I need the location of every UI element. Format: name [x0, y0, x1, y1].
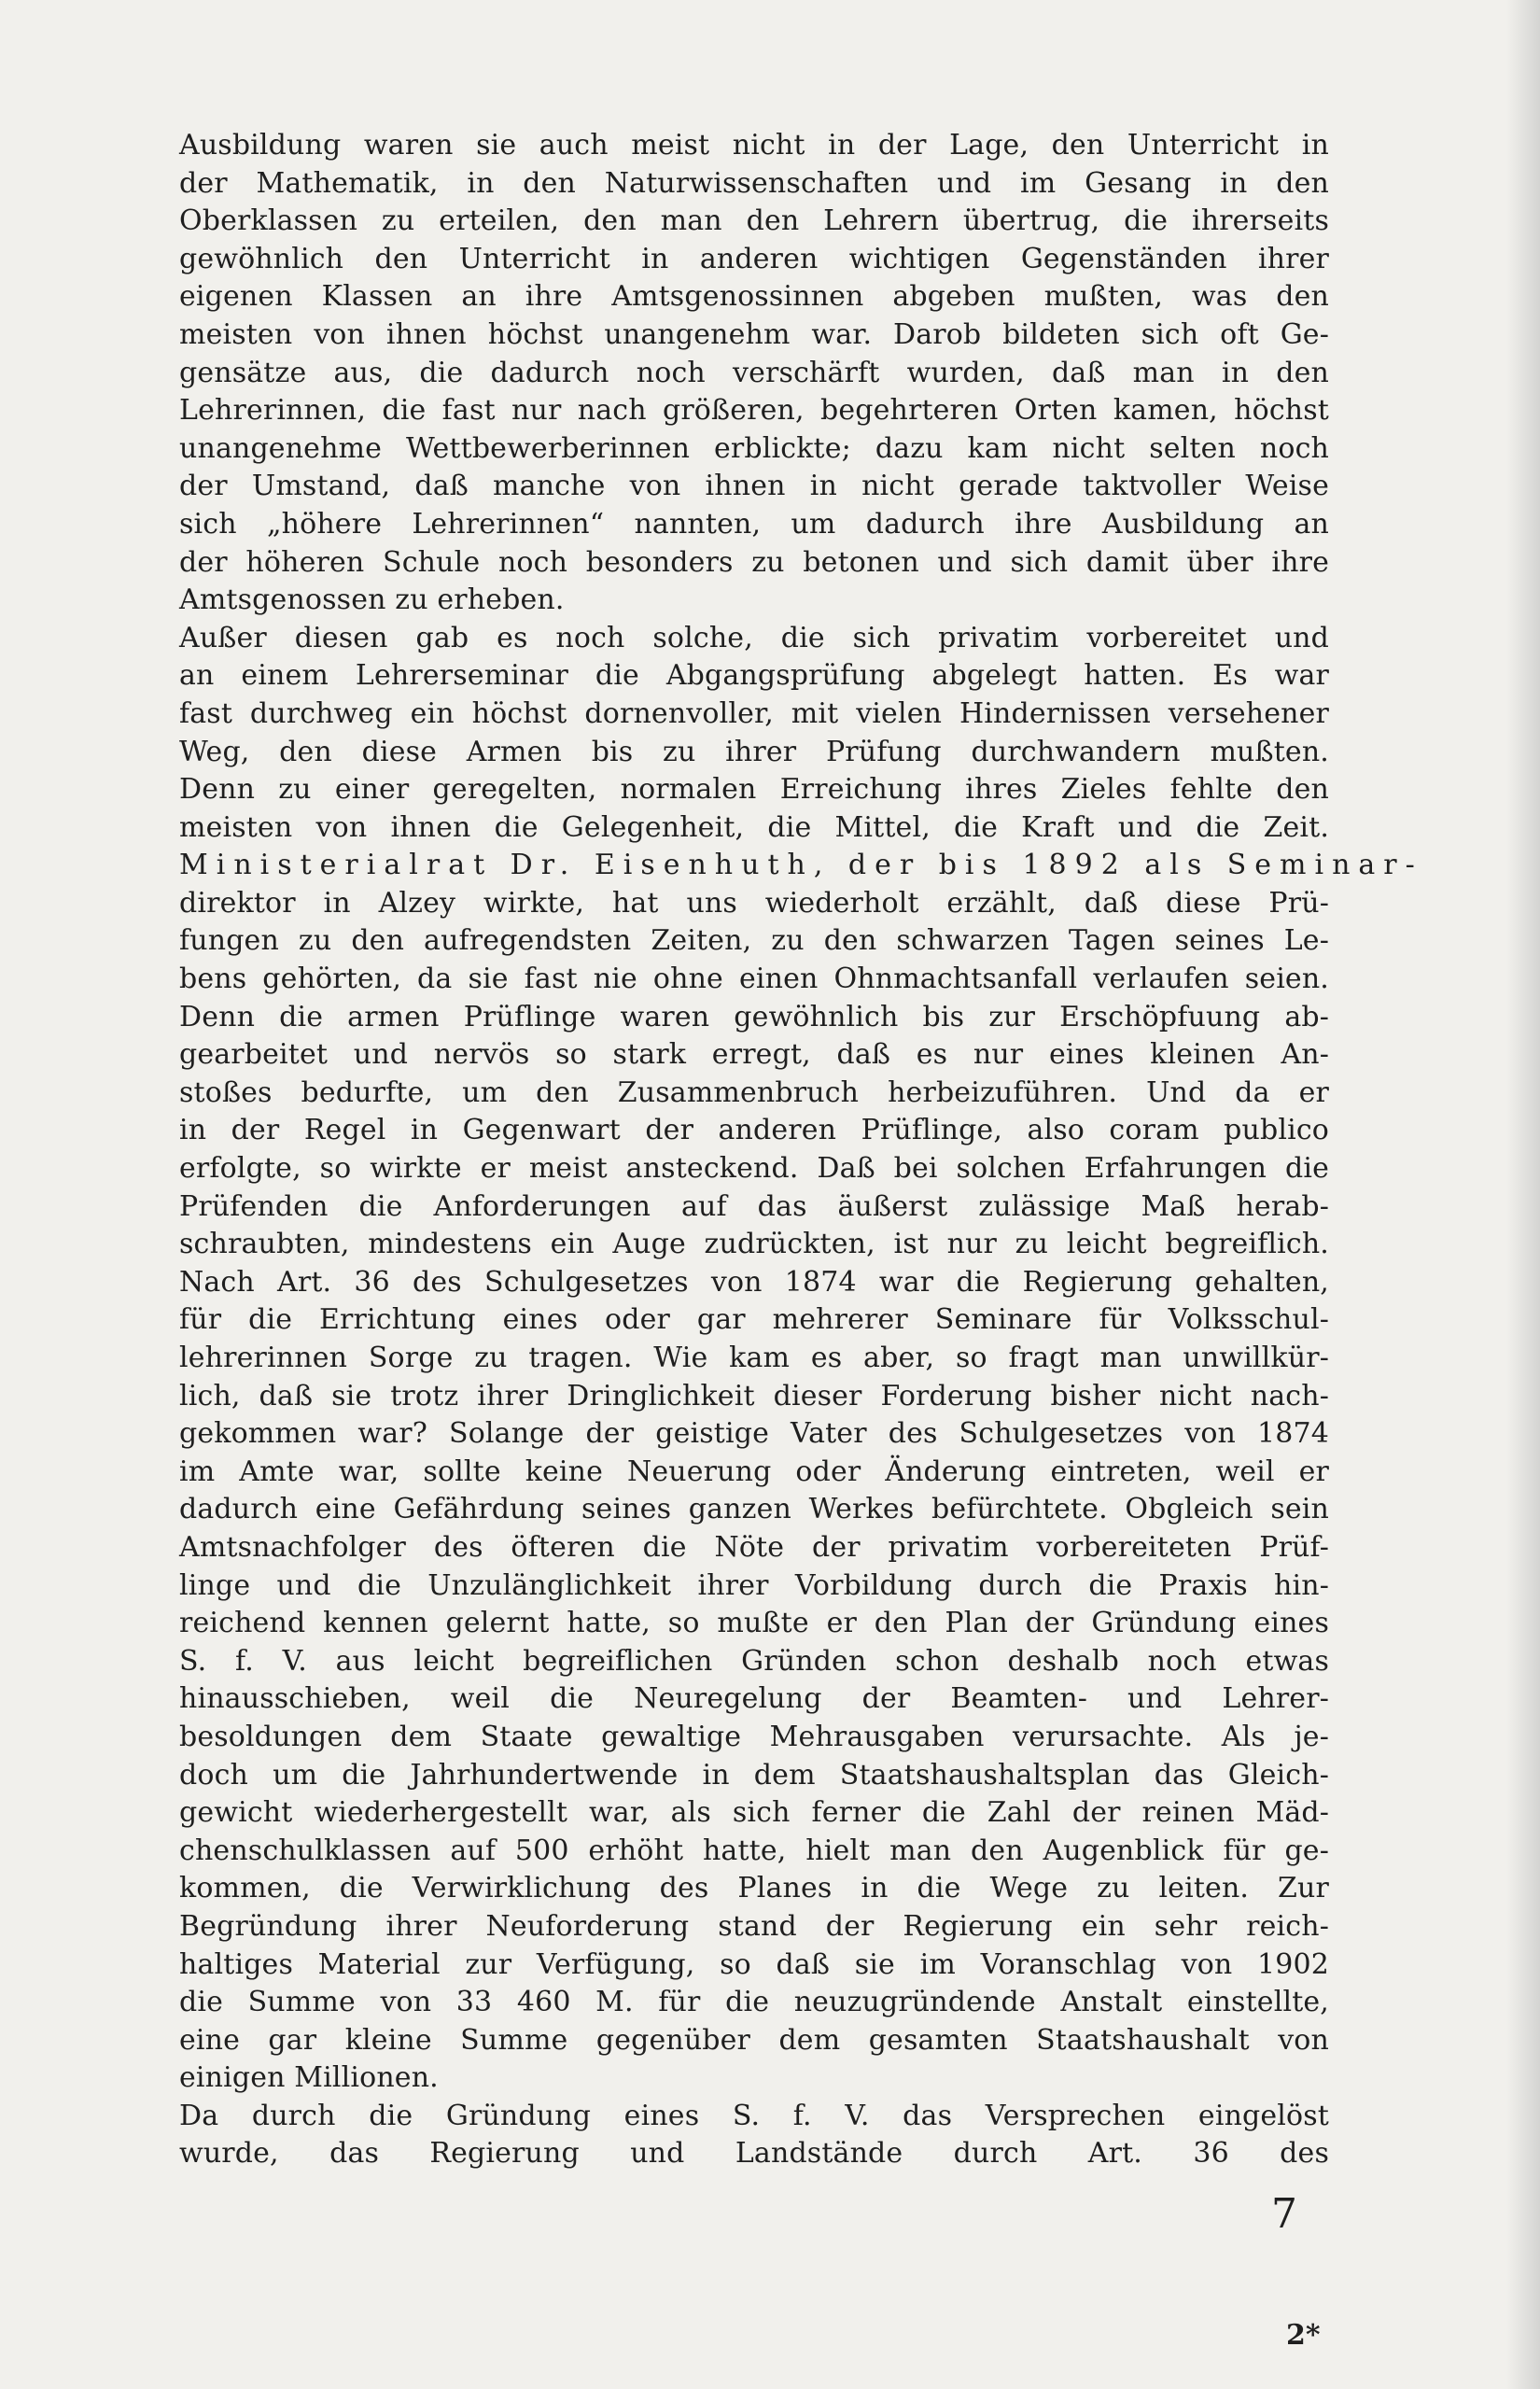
text-line: meisten von ihnen höchst unangenehm war. Darob bildeten sich oft Ge- [179, 317, 1329, 351]
text-line: Oberklassen zu erteilen, den man den Lehrern übertrug, die ihrerseits [179, 204, 1329, 238]
text-line: Ausbildung waren sie auch meist nicht in der Lage, den Unterricht in [179, 129, 1329, 162]
text-line: der höheren Schule noch besonders zu betonen und sich damit über ihre [179, 545, 1329, 579]
text-line: fast durchweg ein höchst dornenvoller, mit vielen Hindernissen versehener [179, 696, 1329, 730]
text-line: Denn zu einer geregelten, normalen Erreichung ihres Zieles fehlte den [179, 773, 1329, 807]
text-line: im Amte war, sollte keine Neuerung oder Änderung eintreten, weil er [179, 1454, 1329, 1488]
text-line: Nach Art. 36 des Schulgesetzes von 1874 war die Regierung gehalten, [179, 1265, 1329, 1299]
text-line: für die Errichtung eines oder gar mehrerer Seminare für Volksschul- [179, 1303, 1329, 1337]
text-line: besoldungen dem Staate gewaltige Mehrausgaben verursachte. Als je- [179, 1720, 1329, 1753]
signature-mark: 2* [1286, 2319, 1321, 2352]
text-line: an einem Lehrerseminar die Abgangsprüfung abgelegt hatten. Es war [179, 659, 1329, 693]
text-line: sich „höhere Lehrerinnen“ nannten, um dadurch ihre Ausbildung an [179, 507, 1329, 541]
text-line: Amtsgenossen zu erheben. [179, 583, 565, 617]
text-line: unangenehme Wettbewerberinnen erblickte; dazu kam nicht selten noch [179, 431, 1329, 465]
body-text [179, 127, 1423, 2173]
text-line: S. f. V. aus leicht begreiflichen Gründen schon deshalb noch etwas [179, 1644, 1329, 1678]
text-line: gearbeitet und nervös so stark erregt, daß es nur eines kleinen An- [179, 1038, 1329, 1072]
text-line: eigenen Klassen an ihre Amtsgenossinnen abgeben mußten, was den [179, 280, 1329, 314]
text-line: Ministerialrat Dr. Eisenhuth, der bis 1892 als Seminar- [179, 849, 1423, 882]
text-line: lehrerinnen Sorge zu tragen. Wie kam es aber, so fragt man unwillkür- [179, 1342, 1329, 1374]
text-line: die Summe von 33 460 M. für die neuzugründende Anstalt einstellte, [179, 1986, 1329, 2019]
text-line: kommen, die Verwirklichung des Planes in die Wege zu leiten. Zur [179, 1872, 1329, 1905]
text-line: erfolgte, so wirkte er meist ansteckend. Daß bei solchen Erfahrungen die [179, 1152, 1329, 1186]
text-line: wurde, das Regierung und Landstände durch Art. 36 des [179, 2137, 1329, 2171]
text-line: gewöhnlich den Unterricht in anderen wichtigen Gegenständen ihrer [179, 242, 1329, 275]
text-line: Denn die armen Prüflinge waren gewöhnlich bis zur Erschöpfuung ab- [179, 1000, 1329, 1033]
text-line: chenschulklassen auf 500 erhöht hatte, hielt man den Augenblick für ge- [179, 1834, 1329, 1867]
text-line: doch um die Jahrhundertwende in dem Staatshaushaltsplan das Gleich- [179, 1758, 1329, 1792]
text-line: lich, daß sie trotz ihrer Dringlichkeit dieser Forderung bisher nicht nach- [179, 1379, 1329, 1412]
text-line: linge und die Unzulänglichkeit ihrer Vorbildung durch die Praxis hin- [179, 1568, 1329, 1602]
text-line: stoßes bedurfte, um den Zusammenbruch herbeizuführen. Und da er [179, 1075, 1329, 1109]
text-line: bens gehörten, da sie fast nie ohne einen Ohnmachtsanfall verlaufen seien. [179, 963, 1329, 996]
text-line: hinausschieben, weil die Neuregelung der Beamten- und Lehrer- [179, 1682, 1329, 1716]
text-line: Prüfenden die Anforderungen auf das äußerst zulässige Maß herab- [179, 1189, 1329, 1223]
text-line: der Umstand, daß manche von ihnen in nicht gerade taktvoller Weise [179, 470, 1329, 503]
text-line: haltiges Material zur Verfügung, so daß sie im Voranschlag von 1902 [179, 1947, 1329, 1981]
text-line: eine gar kleine Summe gegenüber dem gesamten Staatshaushalt von [179, 2023, 1329, 2057]
text-line: Weg, den diese Armen bis zu ihrer Prüfung durchwandern mußten. [179, 735, 1329, 768]
text-line: gensätze aus, die dadurch noch verschärft wurden, daß man in den [179, 356, 1329, 389]
text-line: gewicht wiederhergestellt war, als sich ferner die Zahl der reinen Mäd- [179, 1796, 1329, 1830]
text-line: direktor in Alzey wirkte, hat uns wiederholt erzählt, daß diese Prü- [179, 886, 1329, 920]
text-line: dadurch eine Gefährdung seines ganzen Werkes befürchtete. Obgleich sein [179, 1493, 1329, 1526]
text-line: Begründung ihrer Neuforderung stand der Regierung ein sehr reich- [179, 1909, 1329, 1943]
text-line: einigen Millionen. [179, 2061, 439, 2095]
text-line: der Mathematik, in den Naturwissenschaften und im Gesang in den [179, 166, 1329, 200]
text-line: Lehrerinnen, die fast nur nach größeren, begehrteren Orten kamen, höchst [179, 394, 1329, 428]
text-line: Da durch die Gründung eines S. f. V. das Versprechen eingelöst [179, 2099, 1329, 2132]
text-line: Außer diesen gab es noch solche, die sich privatim vorbereitet und [179, 621, 1329, 654]
text-line: Amtsnachfolger des öfteren die Nöte der privatim vorbereiteten Prüf- [179, 1530, 1329, 1564]
text-line: schraubten, mindestens ein Auge zudrückten, ist nur zu leicht begreiflich. [179, 1228, 1329, 1261]
text-line: reichend kennen gelernt hatte, so mußte er den Plan der Gründung eines [179, 1607, 1329, 1640]
text-line: in der Regel in Gegenwart der anderen Prüflinge, also coram publico [179, 1114, 1329, 1147]
page-number: 7 [1271, 2190, 1297, 2238]
text-line: meisten von ihnen die Gelegenheit, die Mittel, die Kraft und die Zeit. [179, 810, 1329, 844]
text-line: gekommen war? Solange der geistige Vater des Schulgesetzes von 1874 [179, 1417, 1329, 1451]
text-line: fungen zu den aufregendsten Zeiten, zu den schwarzen Tagen seines Le- [179, 924, 1329, 958]
